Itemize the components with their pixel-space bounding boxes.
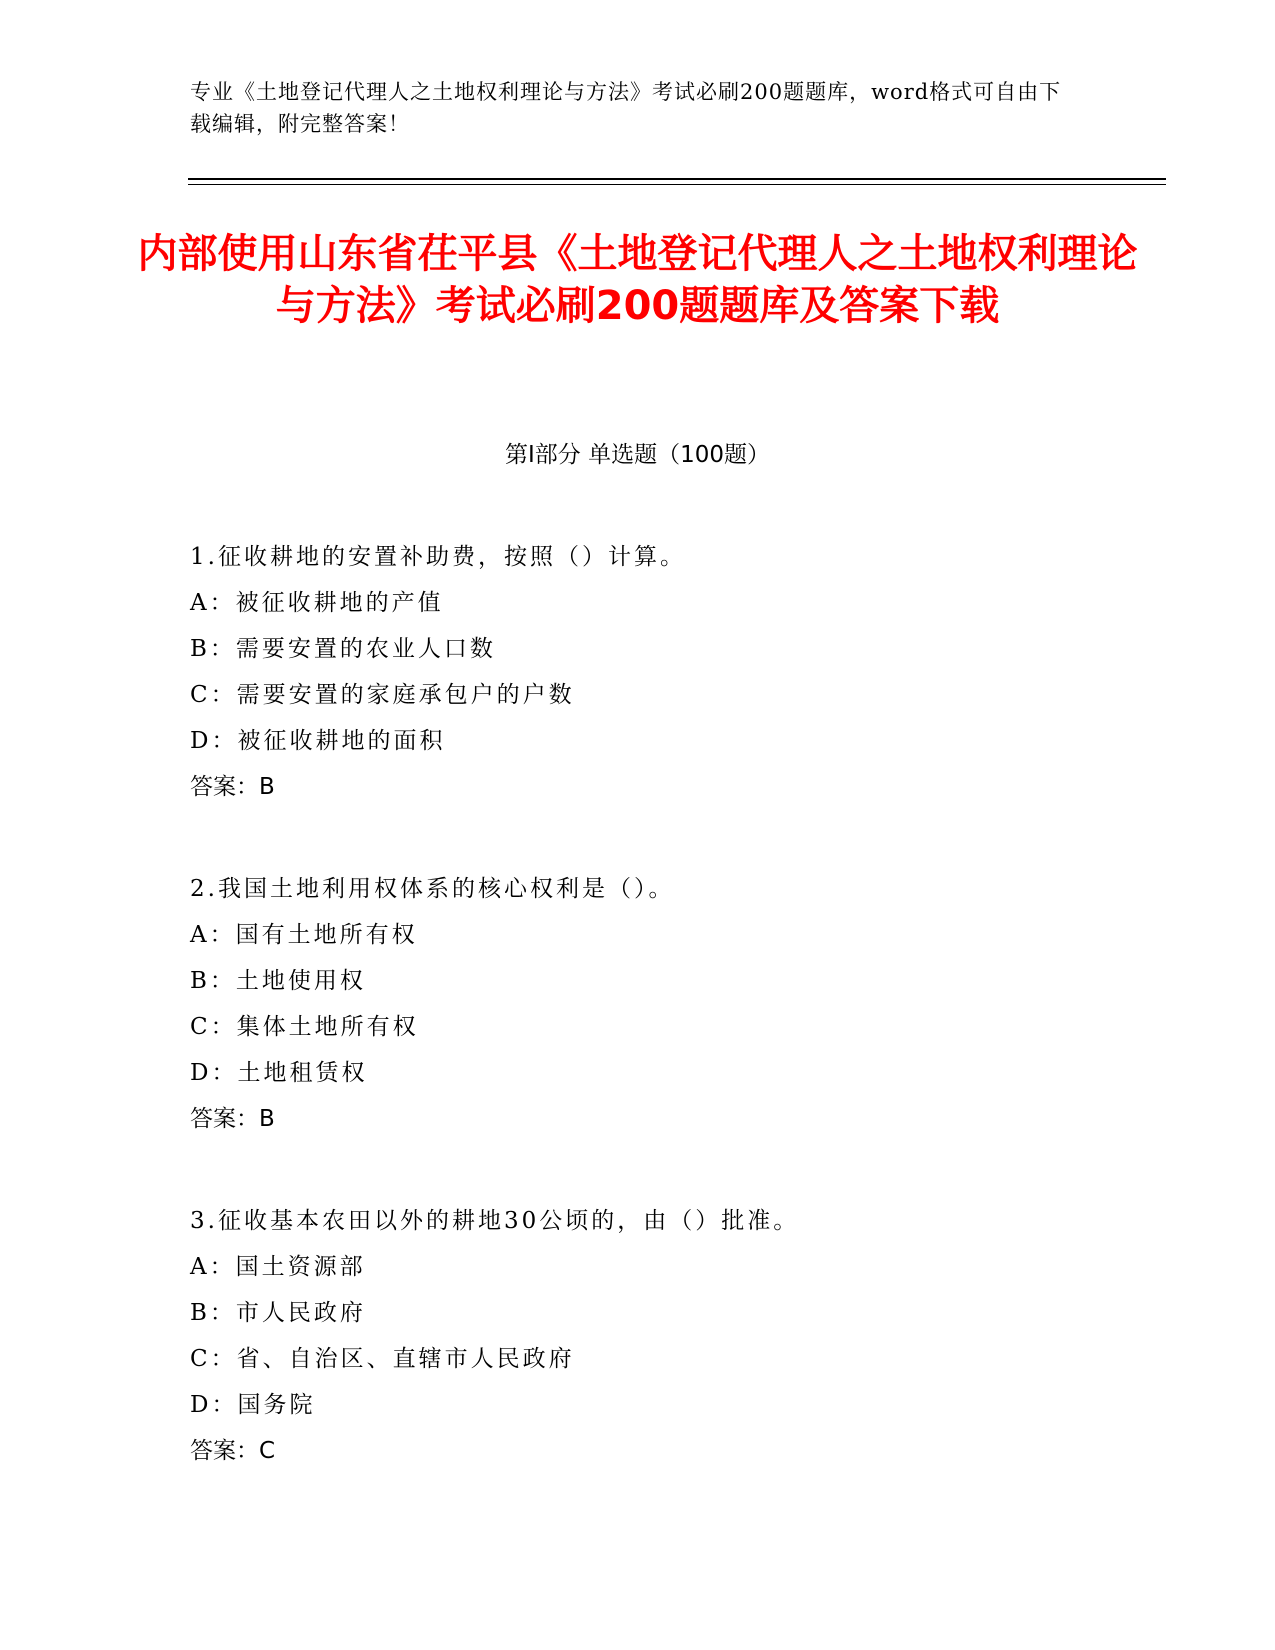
question-3: [190, 1198, 1150, 1474]
section-title: 第Ⅰ部分 单选题（100题）: [505, 442, 770, 468]
answer: 答案：B: [190, 1106, 275, 1132]
question-stem: 1.征收耕地的安置补助费，按照（）计算。: [190, 544, 686, 570]
option-b: B：市人民政府: [190, 1300, 366, 1326]
option-a: A：国有土地所有权: [190, 922, 418, 948]
option-b: B：土地使用权: [190, 968, 366, 994]
answer: 答案：B: [190, 774, 275, 800]
option-c: C：集体土地所有权: [190, 1014, 419, 1040]
answer: 答案：C: [190, 1438, 276, 1464]
document-title: 内部使用山东省茌平县《土地登记代理人之土地权利理论与方法》考试必刷200题题库及答案下载: [137, 231, 1138, 329]
header-divider-thin: [188, 184, 1166, 185]
question-stem: 2.我国土地利用权体系的核心权利是（）。: [190, 876, 675, 902]
option-a: A：国土资源部: [190, 1254, 366, 1280]
question-1: [190, 534, 1150, 810]
option-d: D：土地租赁权: [190, 1060, 368, 1086]
question-list: [190, 534, 1150, 1530]
header-note: 专业《土地登记代理人之土地权利理论与方法》考试必刷200题题库，word格式可自由下载编辑，附完整答案！: [190, 80, 1062, 136]
question-stem: 3.征收基本农田以外的耕地30公顷的，由（）批准。: [190, 1208, 800, 1234]
header-divider-thick: [188, 178, 1166, 180]
option-d: D：国务院: [190, 1392, 316, 1418]
option-d: D：被征收耕地的面积: [190, 728, 446, 754]
option-c: C：需要安置的家庭承包户的户数: [190, 682, 575, 708]
option-a: A：被征收耕地的产值: [190, 590, 444, 616]
question-2: [190, 866, 1150, 1142]
option-b: B：需要安置的农业人口数: [190, 636, 496, 662]
option-c: C：省、自治区、直辖市人民政府: [190, 1346, 575, 1372]
